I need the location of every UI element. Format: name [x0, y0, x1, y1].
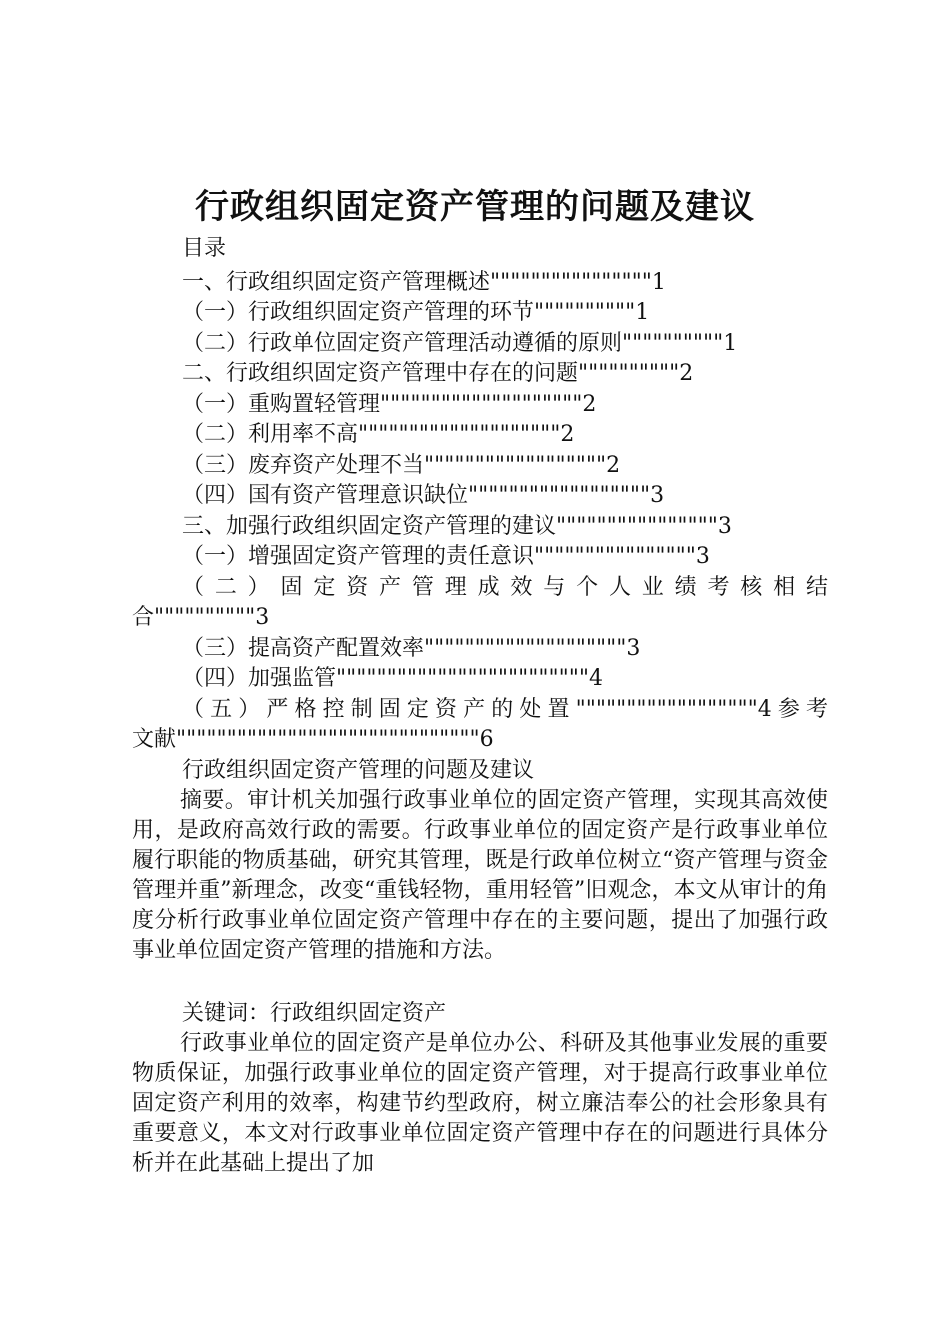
toc-entry: （四）加强监管"""""""""""""""""""""""""4 [182, 666, 603, 691]
toc-entry: （三）废弃资产处理不当""""""""""""""""""2 [182, 453, 621, 478]
toc-entry: 一、行政组织固定资产管理概述""""""""""""""""1 [182, 270, 666, 295]
toc-entry: 二、行政组织固定资产管理中存在的问题""""""""""2 [182, 361, 694, 386]
toc-entry: （二）行政单位固定资产管理活动遵循的原则""""""""""1 [182, 331, 738, 356]
toc-entry: （三）提高资产配置效率""""""""""""""""""""3 [182, 636, 641, 661]
toc-entry: 三、加强行政组织固定资产管理的建议""""""""""""""""3 [182, 514, 732, 539]
toc-entry: （二）利用率不高""""""""""""""""""""2 [182, 422, 575, 447]
abstract-paragraph [132, 786, 828, 966]
document-subtitle: 行政组织固定资产管理的问题及建议 [182, 758, 535, 783]
toc-entry: （一）行政组织固定资产管理的环节""""""""""1 [182, 300, 650, 325]
toc-entry: （四）国有资产管理意识缺位""""""""""""""""""3 [182, 483, 665, 508]
toc-entry: （一）重购置轻管理""""""""""""""""""""2 [182, 392, 597, 417]
body-paragraph [132, 1029, 828, 1179]
toc-entry: （二）固定资产管理成效与个人业绩考核相结 [182, 575, 828, 600]
abstract-text: 摘要。审计机关加强行政事业单位的固定资产管理，实现其高效使用，是政府高效行政的需要。行政事业单位的固定资产是行政事业单位履行职能的物质基础，研究其管理，既是行政单位树立“资产管理与资金管理并重”新理念，改变“重钱轻物，重用轻管”旧观念，本文从审计的角度分析行政事业单位固定资产管理中存在的主要问题，提出了加强行政事业单位固定资产管理的措施和方法。 [132, 788, 828, 963]
body-text: 行政事业单位的固定资产是单位办公、科研及其他事业发展的重要物质保证，加强行政事业单位的固定资产管理，对于提高行政事业单位固定资产利用的效率，构建节约型政府，树立廉洁奉公的社会形象具有重要意义，本文对行政事业单位固定资产管理中存在的问题进行具体分析并在此基础上提出了加 [132, 1031, 828, 1176]
document-title: 行政组织固定资产管理的问题及建议 [195, 187, 755, 227]
toc-entry: （一）增强固定资产管理的责任意识""""""""""""""""3 [182, 544, 710, 569]
toc-entry-continued: 合""""""""""3 [132, 605, 270, 630]
toc-entry-continued: 文献""""""""""""""""""""""""""""""6 [132, 727, 494, 752]
toc-entry: （五）严格控制固定资产的处置""""""""""""""""""4参考 [182, 697, 828, 722]
toc-heading: 目录 [182, 236, 227, 261]
keywords-line: 关键词：行政组织固定资产 [182, 1001, 447, 1026]
